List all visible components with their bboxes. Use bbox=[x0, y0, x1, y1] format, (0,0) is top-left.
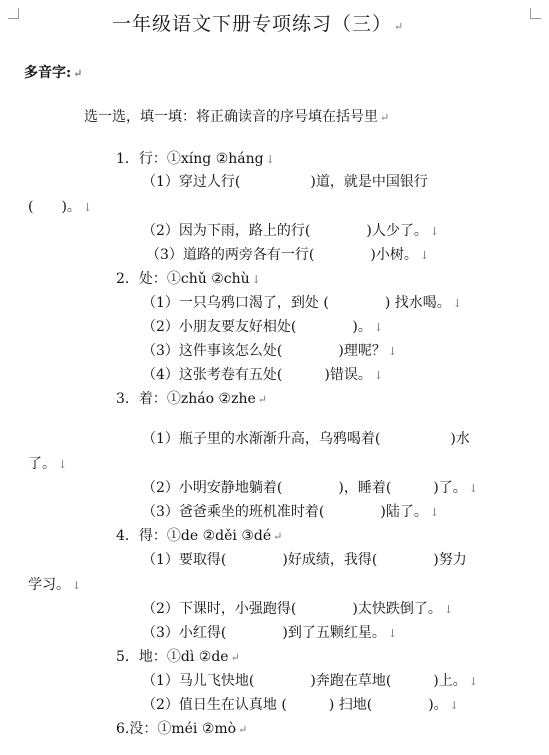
paragraph-mark-icon: ↵ bbox=[230, 651, 240, 664]
paragraph-mark-icon: ↵ bbox=[394, 20, 405, 33]
line-break-icon: ↓ bbox=[449, 699, 459, 712]
line-break-icon: ↓ bbox=[429, 506, 440, 519]
paragraph-mark-icon: ↵ bbox=[257, 393, 267, 406]
paragraph-mark-icon: ↵ bbox=[380, 111, 390, 124]
line-break-icon: ↓ bbox=[468, 675, 478, 688]
line-break-icon: ↓ bbox=[373, 369, 384, 382]
question-6-header: 6.没：①méi ②mò ↵ bbox=[116, 721, 248, 737]
question-line: （2）小朋友要友好相处( )。 ↓ bbox=[142, 319, 384, 335]
question-line: （2）小明安静地躺着( )，睡着( )了。 ↓ bbox=[142, 480, 478, 496]
page-corner-top-right bbox=[530, 8, 541, 19]
line-break-icon: ↓ bbox=[387, 345, 398, 358]
question-line: （2）下课时，小强跑得( )太快跌倒了。 ↓ bbox=[142, 601, 454, 617]
section-heading: 多音字: ↵ bbox=[24, 65, 83, 81]
line-break-icon: ↓ bbox=[468, 482, 478, 495]
line-break-icon: ↓ bbox=[72, 579, 82, 592]
line-break-icon: ↓ bbox=[387, 627, 398, 640]
page-corner-top-left bbox=[8, 8, 19, 19]
line-break-icon: ↓ bbox=[82, 201, 93, 214]
line-break-icon: ↓ bbox=[58, 458, 68, 471]
question-line: （3）小红得( )到了五颗红星。 ↓ bbox=[142, 625, 398, 641]
paragraph-mark-icon: ↵ bbox=[238, 723, 248, 736]
question-line: （3）道路的两旁各有一行( )小树。 ↓ bbox=[146, 247, 430, 263]
line-break-icon: ↓ bbox=[429, 225, 440, 238]
question-line: （2）因为下雨，路上的行( )人少了。 ↓ bbox=[142, 223, 440, 239]
question-line: （2）值日生在认真地 ( ) 扫地( )。 ↓ bbox=[142, 697, 459, 713]
line-break-icon: ↓ bbox=[443, 603, 454, 616]
question-line: （1）马儿飞快地( )奔跑在草地( )上。 ↓ bbox=[142, 673, 478, 689]
line-break-icon: ↓ bbox=[452, 297, 462, 310]
question-line: （1）要取得( )好成绩，我得( )努力 bbox=[142, 552, 467, 568]
question-1-header: 1．行：①xíng ②háng ↓ bbox=[116, 151, 275, 167]
question-5-header: 5．地：①dì ②de ↵ bbox=[116, 649, 240, 665]
question-line: （3）爸爸乘坐的班机准时着( )陆了。 ↓ bbox=[142, 504, 440, 520]
question-3-header: 3．着：①zháo ②zhe ↵ bbox=[116, 391, 267, 407]
question-line: ( )。 ↓ bbox=[28, 199, 93, 215]
question-line: （1）一只乌鸦口渴了，到处 ( ) 找水喝。 ↓ bbox=[142, 295, 462, 311]
instruction: 选一选，填一填：将正确读音的序号填在括号里 ↵ bbox=[84, 109, 390, 125]
question-line: 学习。 ↓ bbox=[28, 577, 82, 593]
question-line: （3）这件事该怎么处( )理呢？ ↓ bbox=[142, 343, 398, 359]
line-break-icon: ↓ bbox=[265, 153, 275, 166]
line-break-icon: ↓ bbox=[373, 321, 384, 334]
line-break-icon: ↓ bbox=[419, 249, 430, 262]
question-line: （1）瓶子里的水渐渐升高，乌鸦喝着( )水 bbox=[142, 431, 470, 447]
question-2-header: 2．处：①chǔ ②chù ↓ bbox=[116, 271, 261, 287]
question-line: （4）这张考卷有五处( )错误。 ↓ bbox=[142, 367, 384, 383]
line-break-icon: ↓ bbox=[251, 273, 261, 286]
paragraph-mark-icon: ↵ bbox=[273, 530, 283, 543]
paragraph-mark-icon: ↵ bbox=[73, 67, 83, 80]
question-line: （1）穿过人行( )道，就是中国银行 bbox=[142, 174, 428, 190]
document-title: 一年级语文下册专项练习（三） ↵ bbox=[112, 13, 405, 35]
question-4-header: 4．得：①de ②děi ③dé ↵ bbox=[116, 528, 283, 544]
question-line: 了。 ↓ bbox=[28, 456, 68, 472]
